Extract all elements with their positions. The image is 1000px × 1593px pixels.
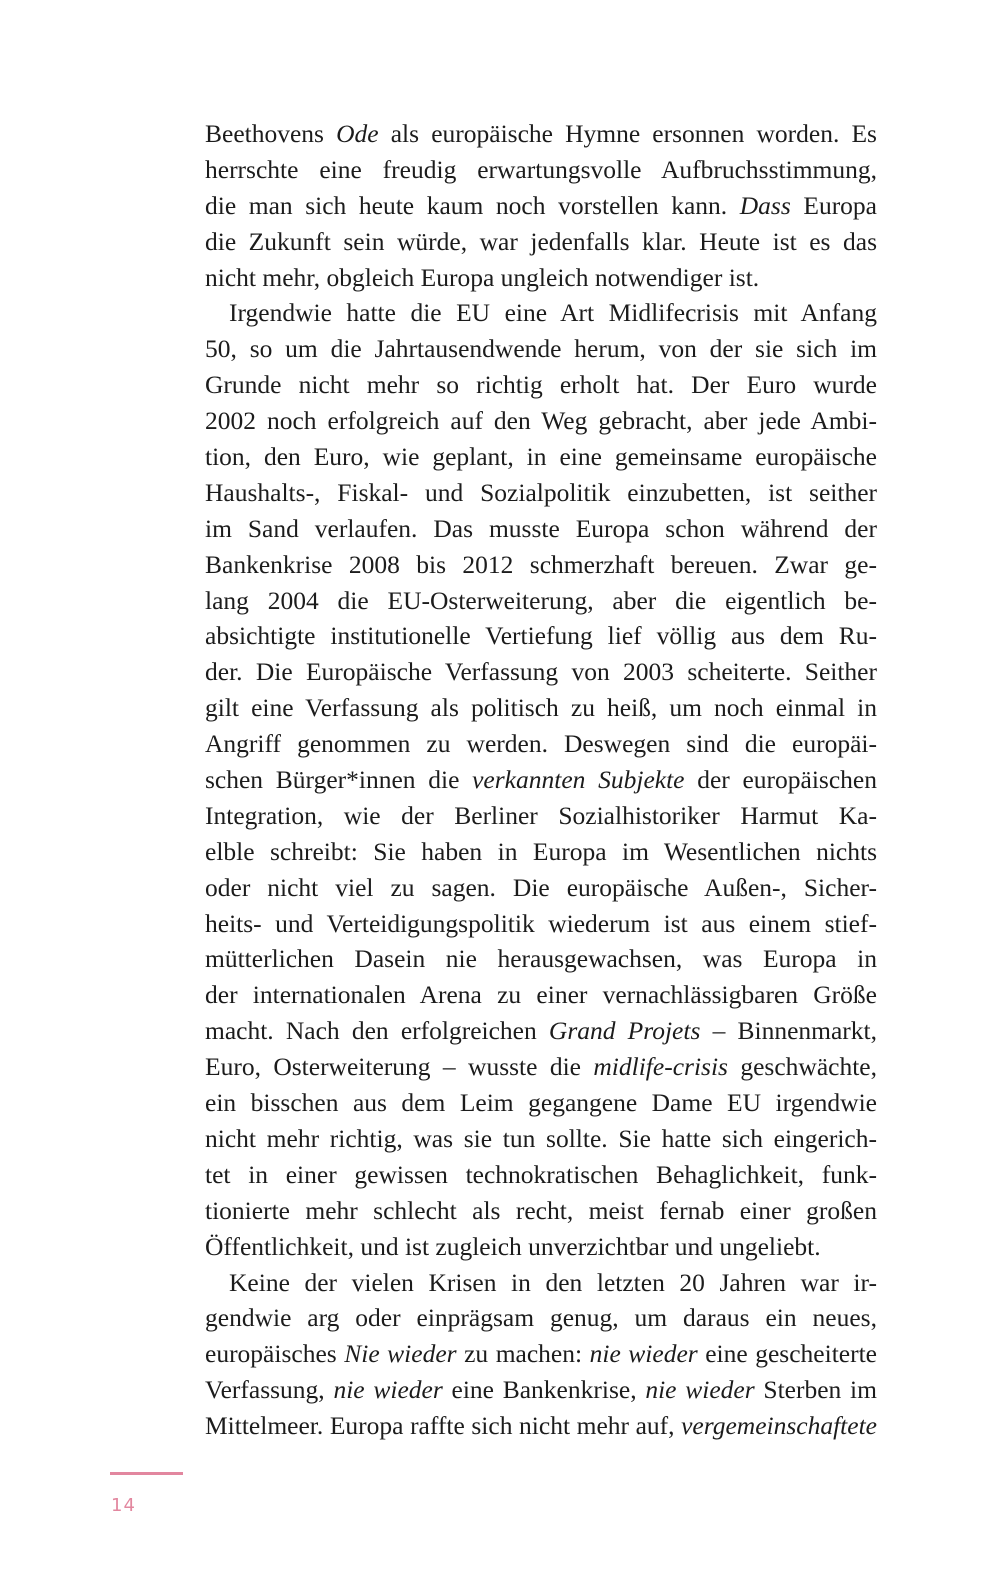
text-line: Beethovens Ode als europäische Hymne ersonnen worden. Es [205,119,877,148]
text-line: europäisches Nie wieder zu machen: nie wieder eine gescheiterte [205,1339,877,1369]
text-line: im Sand verlaufen. Das musste Europa schon während der [205,513,877,543]
text-line: tionierte mehr schlecht als recht, meist fernab einer großen [205,1195,877,1225]
text-line: Verfassung, nie wieder eine Bankenkrise, nie wieder Sterben im [205,1375,877,1405]
text-line: Angriff genommen zu werden. Deswegen sind die europäi- [205,729,877,759]
text-line: oder nicht viel zu sagen. Die europäische Außen-, Sicher- [205,872,877,902]
text-line: elble schreibt: Sie haben in Europa im Wesentlichen nichts [205,836,877,866]
italic-emphasis: vergemeinschaftete [681,1411,877,1441]
text-line: gendwie arg oder einprägsam genug, um daraus ein neues, [205,1303,877,1333]
text-line: herrschte eine freudig erwartungsvolle Aufbruchsstimmung, [205,154,877,184]
text-line: die man sich heute kaum noch vorstellen kann. Dass Europa [205,190,878,220]
text-line: Haushalts-, Fiskal- und Sozialpolitik einzubetten, ist seither [205,477,877,507]
italic-emphasis: Ode [336,119,379,148]
text-line: schen Bürger*innen die verkannten Subjekte der europäischen [205,765,877,795]
text-line: nicht mehr, obgleich Europa ungleich notwendiger ist. [205,262,760,292]
text-line: absichtigte institutionelle Vertiefung lief völlig aus dem Ru- [205,621,877,651]
text-line: Euro, Osterweiterung – wusste die midlife-crisis geschwächte, [205,1052,877,1082]
text-line: 50, so um die Jahrtausendwende herum, von der sie sich im [205,334,877,364]
italic-emphasis: nie wieder [589,1339,698,1369]
italic-emphasis: midlife-crisis [593,1052,728,1082]
paragraph [205,1265,877,1444]
body-text [205,116,877,1444]
text-line: Öffentlichkeit, und ist zugleich unverzichtbar und ungeliebt. [205,1231,821,1261]
italic-emphasis: nie wieder [645,1375,755,1405]
text-line: Grunde nicht mehr so richtig erholt hat. Der Euro wurde [205,370,877,400]
text-line: der internationalen Arena zu einer vernachlässigbaren Größe [205,980,877,1010]
text-line: lang 2004 die EU-Osterweiterung, aber die eigentlich be- [205,585,877,615]
text-line: heits- und Verteidigungspolitik wiederum ist aus einem stief- [205,908,877,938]
footer-rule [110,1472,183,1475]
text-line: nicht mehr richtig, was sie tun sollte. Sie hatte sich eingerich- [205,1123,877,1153]
text-line: gilt eine Verfassung als politisch zu heiß, um noch einmal in [205,693,877,723]
italic-emphasis: Nie wieder [344,1339,457,1369]
text-line: mütterlichen Dasein nie herausgewachsen, was Europa in [205,944,877,974]
text-line: die Zukunft sein würde, war jedenfalls klar. Heute ist es das [205,226,877,256]
italic-emphasis: Dass [739,190,791,220]
text-line: 2002 noch erfolgreich auf den Weg gebracht, aber jede Ambi- [205,406,877,436]
paragraph [205,295,877,1264]
text-line: Keine der vielen Krisen in den letzten 20 Jahren war ir- [229,1267,877,1297]
text-line: ein bisschen aus dem Leim gegangene Dame EU irgendwie [205,1088,877,1118]
text-line: macht. Nach den erfolgreichen Grand Projets – Binnenmarkt, [205,1016,877,1046]
text-line: Irgendwie hatte die EU eine Art Midlifecrisis mit Anfang [229,298,877,328]
text-line: Integration, wie der Berliner Sozialhistoriker Harmut Ka- [205,800,877,830]
text-line: tion, den Euro, wie geplant, in eine gemeinsame europäische [205,442,877,472]
italic-emphasis: verkannten Subjekte [472,765,685,795]
page-number: 14 [111,1495,136,1516]
italic-emphasis: nie wieder [333,1375,443,1405]
italic-emphasis: Grand Projets [548,1016,701,1046]
text-line: Mittelmeer. Europa raffte sich nicht mehr auf, vergemeinschaftete [205,1411,877,1441]
paragraph [205,116,877,295]
text-line: Bankenkrise 2008 bis 2012 schmerzhaft bereuen. Zwar ge- [205,549,877,579]
text-line: tet in einer gewissen technokratischen Behaglichkeit, funk- [205,1159,877,1189]
text-line: der. Die Europäische Verfassung von 2003 scheiterte. Seither [205,657,877,687]
